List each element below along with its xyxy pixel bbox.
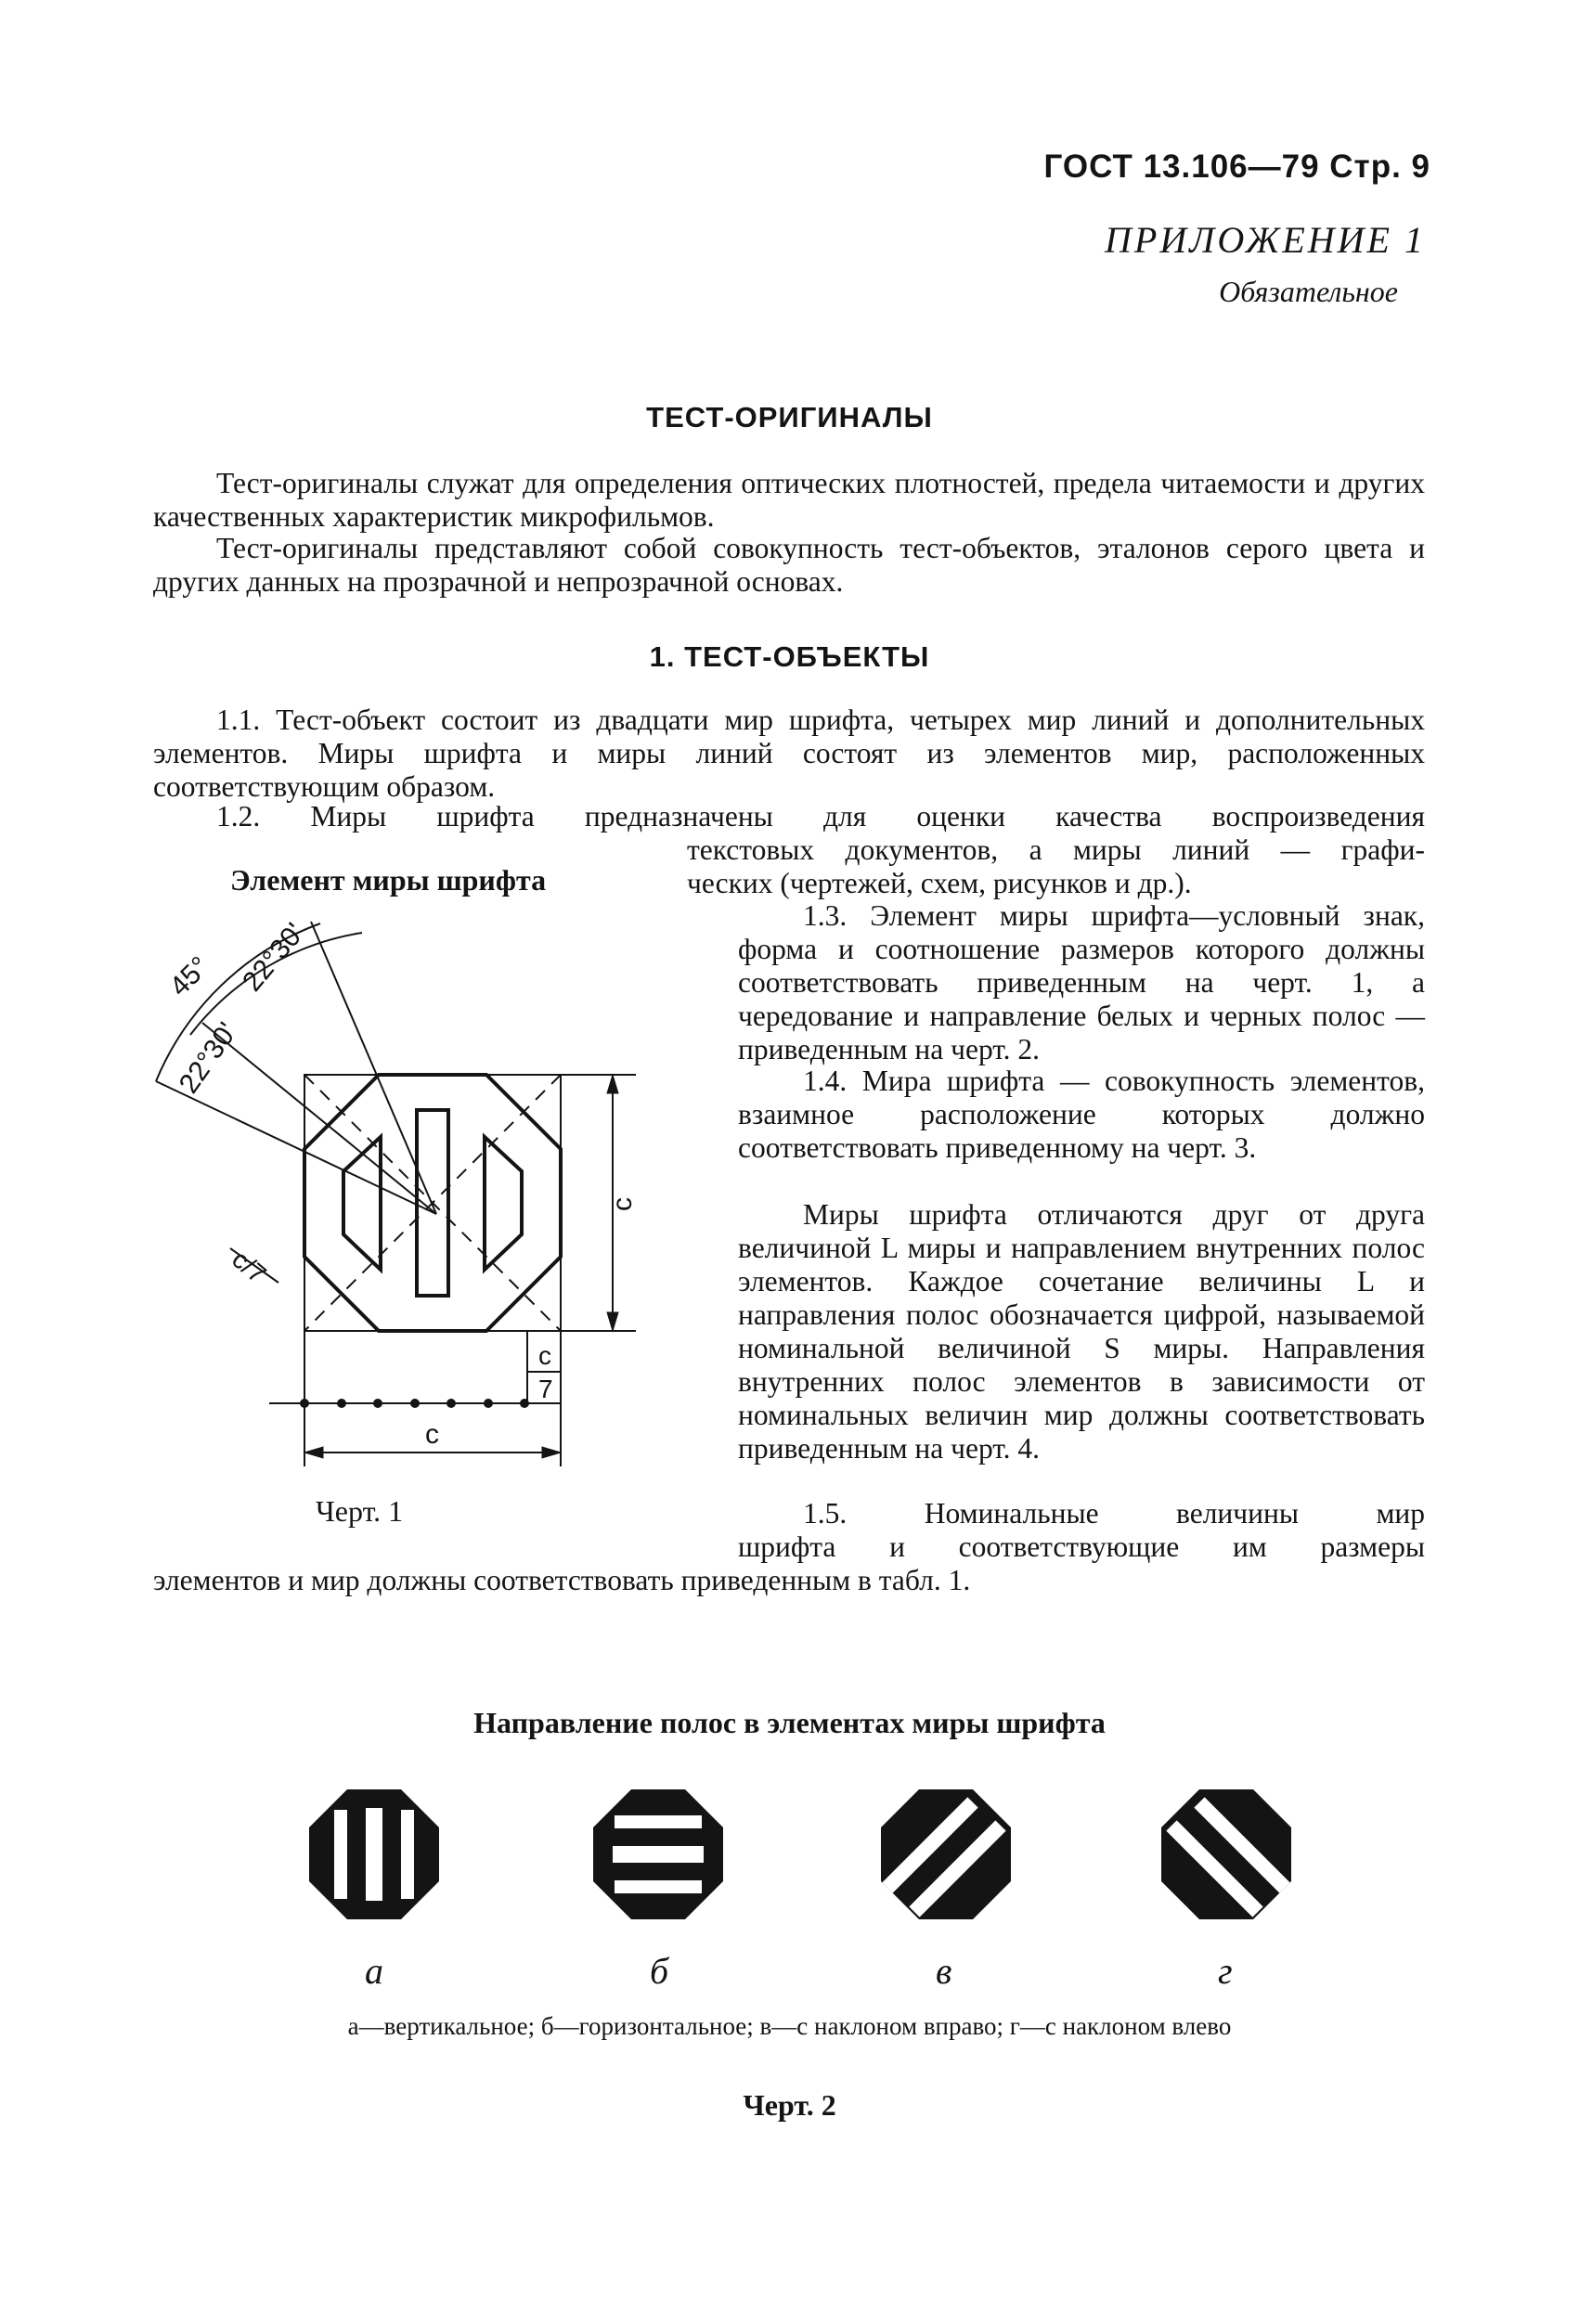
element-horizontal [593,1789,723,1919]
appendix-subtitle: Обязательное [1219,275,1398,308]
figure-2-title: Направление полос в элементах миры шрифта [473,1706,1106,1739]
angle-line [202,1023,436,1214]
element-vertical [309,1789,439,1919]
appendix-title: ПРИЛОЖЕНИЕ 1 [1105,219,1426,261]
subsection-title: 1. ТЕСТ-ОБЪЕКТЫ [649,640,930,673]
figure-2-legend: а—вертикальное; б—горизонтальное; в—с наклоном вправо; г—с наклоном влево [347,2012,1232,2040]
paragraph-1-2-line-1: 1.2. Миры шрифта предназначены для оценки качества воспроизведения [216,800,1425,833]
angle-22-label-b: 22°30' [237,917,311,998]
right-stripe [485,1137,522,1270]
paragraph-1-3: 1.3. Элемент миры шрифта—условный знак, форма и соотношение размеров которого должны соответствовать приведенным на черт. 1, а чередование и направление белых и черных полос — приведенным на черт. 2. [738,899,1425,1065]
paragraph-1-1: 1.1. Тест-объект состоит из двадцати мир шрифта, четырех мир линий и дополнительных элементов. Миры шрифта и миры линий состоят из элементов мир, расположенных соответствующим образом. [153,704,1425,803]
paragraph-1-5-line-2: шрифта и соответствующие им размеры [738,1530,1425,1563]
intro-paragraph-2: Тест-оригиналы представляют собой совокупность тест-объектов, эталонов серого цвета и других данных на прозрачной и непрозрачной основах. [153,532,1425,598]
angle-45-label: 45° [163,950,216,1002]
figure-2-drawing [278,1777,1346,1954]
left-stripe [343,1137,381,1270]
element-slant-left [1161,1789,1291,1919]
angle-line [156,1081,436,1214]
figure-2-label-v: в [936,1950,952,1992]
paragraph-1-4: 1.4. Мира шрифта — совокупность элементов, взаимное расположение которых должно соответствовать приведенному на черт. 3. [738,1065,1425,1164]
figure-1-caption: Черт. 1 [316,1494,404,1528]
intro-paragraph-1: Тест-оригиналы служат для определения оптических плотностей, предела читаемости и других качественных характеристик микрофильмов. [153,467,1425,533]
paragraph-1-5-line-3: элементов и мир должны соответствовать приведенным в табл. 1. [153,1564,971,1596]
element-slant-right [881,1789,1011,1919]
figure-2-label-a: а [365,1950,383,1992]
section-title: ТЕСТ-ОРИГИНАЛЫ [646,401,933,433]
angle-line [311,922,436,1214]
figure-1-label: Элемент миры шрифта [230,863,547,897]
paragraph-1-2-line-3: ческих (чертежей, схем, рисунков и др.). [687,867,1192,899]
paragraph-1-2-line-2: текстовых документов, а миры линий — графи- [687,833,1425,866]
angle-22-label-a: 22°30' [173,1016,244,1100]
paragraph-1-4-b: Миры шрифта отличаются друг от друга величиной L миры и направлением внутренних полос элементов. Каждое сочетание величины L и направления полос обозначается цифрой, называемой номинальной величиной S миры. Направления внутренних полос элементов в зависимости от номинальных величин мир должны соответствовать приведенным на черт. 4. [738,1198,1425,1465]
dimension-c7-numerator: c [538,1341,551,1370]
dimension-c7-denominator: 7 [538,1375,553,1403]
page-header: ГОСТ 13.106—79 Стр. 9 [1043,148,1430,185]
dimension-c-right-label: c [607,1197,638,1211]
dimension-c-bottom-label: c [425,1419,439,1450]
dimension-c7-slant-label: c/7 [226,1244,272,1289]
figure-2-caption: Черт. 2 [743,2088,836,2122]
paragraph-1-5-line-1: 1.5. Номинальные величины мир [803,1497,1425,1530]
figure-2-label-g: г [1218,1950,1233,1992]
figure-2-label-b: б [650,1950,669,1992]
figure-1-drawing [139,910,659,1466]
